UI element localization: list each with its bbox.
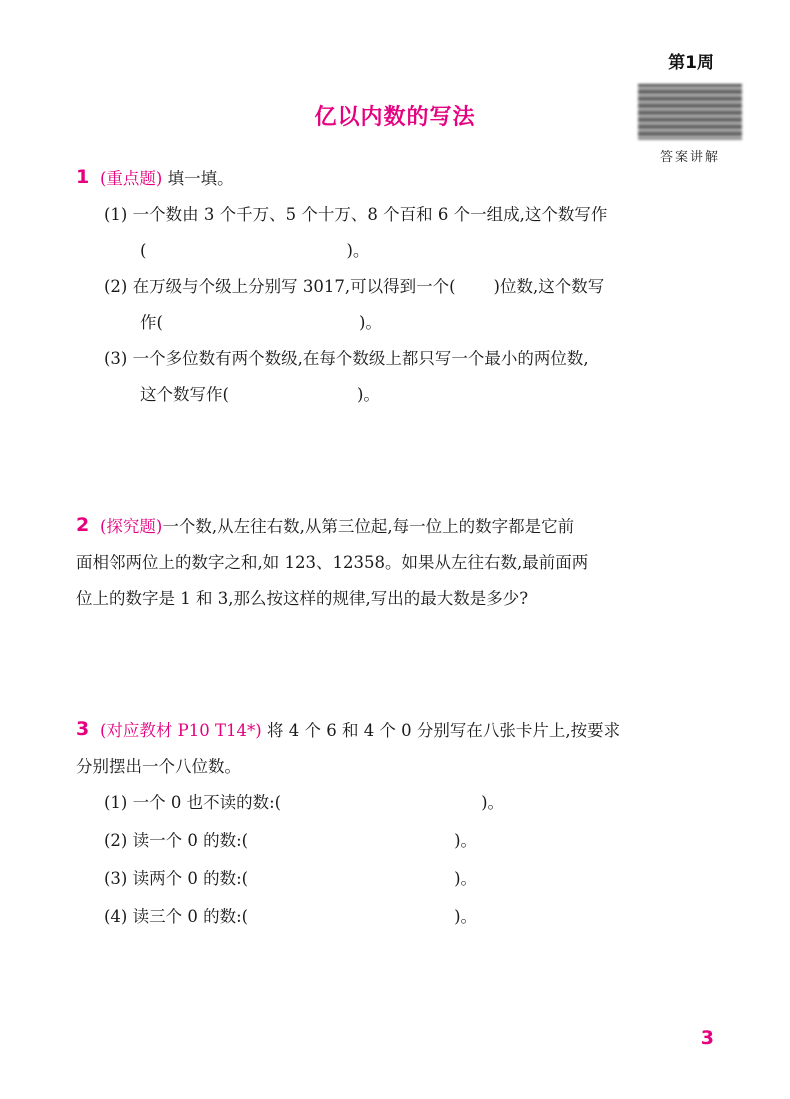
item-text: 一个多位数有两个数级,在每个数级上都只写一个最小的两位数, bbox=[132, 349, 589, 368]
question-1-number: 1 bbox=[76, 166, 90, 188]
question-3-line-1 bbox=[100, 720, 620, 742]
item-text: 读两个 0 的数:( bbox=[132, 869, 249, 888]
question-2-line-2: 面相邻两位上的数字之和,如 123、12358。如果从左往右数,最前面两 bbox=[76, 553, 589, 572]
question-2-number: 2 bbox=[76, 514, 90, 536]
item-label: (1) bbox=[104, 793, 128, 812]
question-3-tag: (对应教材 P10 T14*) bbox=[100, 721, 262, 740]
item-text: 一个 0 也不读的数:( bbox=[132, 793, 282, 812]
question-1-item-1-line-1 bbox=[104, 204, 607, 226]
question-2-tag: (探究题) bbox=[100, 517, 163, 536]
paren-close: )。 bbox=[454, 869, 478, 888]
question-3-item-3 bbox=[104, 868, 477, 890]
paren-close: )。 bbox=[358, 313, 382, 332]
paren-close: )。 bbox=[346, 241, 370, 260]
paren-close: )。 bbox=[356, 385, 380, 404]
question-1-header bbox=[100, 168, 234, 190]
question-2-line-3: 位上的数字是 1 和 3,那么按这样的规律,写出的最大数是多少? bbox=[76, 589, 529, 608]
item-text: 读一个 0 的数:( bbox=[132, 831, 249, 850]
item-text-b: )位数,这个数写 bbox=[493, 277, 605, 296]
question-1-item-1-line-2 bbox=[140, 240, 369, 262]
question-3-item-1 bbox=[104, 792, 504, 814]
item-label: (2) bbox=[104, 277, 128, 296]
question-3-line-2: 分别摆出一个八位数。 bbox=[76, 757, 241, 776]
paren-close: )。 bbox=[454, 831, 478, 850]
question-1-item-2-line-1 bbox=[104, 276, 604, 298]
item-label: (3) bbox=[104, 349, 128, 368]
question-3-item-2 bbox=[104, 830, 477, 852]
week-label: 第1周 bbox=[668, 53, 714, 73]
question-2-text: 一个数,从左往右数,从第三位起,每一位上的数字都是它前 bbox=[162, 517, 575, 536]
paren-close: )。 bbox=[454, 907, 478, 926]
item-label: (4) bbox=[104, 907, 128, 926]
question-1-item-2-line-2 bbox=[140, 312, 382, 334]
question-3-number: 3 bbox=[76, 718, 90, 740]
item-label: (3) bbox=[104, 869, 128, 888]
item-label: (1) bbox=[104, 205, 128, 224]
question-1-prompt: 填一填。 bbox=[167, 169, 234, 188]
page-number: 3 bbox=[700, 1027, 714, 1049]
item-text-a: 在万级与个级上分别写 3017,可以得到一个( bbox=[132, 277, 456, 296]
item-text: 一个数由 3 个千万、5 个十万、8 个百和 6 个一组成,这个数写作 bbox=[132, 205, 608, 224]
question-1-item-3-line-2 bbox=[140, 384, 380, 406]
paren-close: )。 bbox=[481, 793, 505, 812]
question-1-item-3-line-1 bbox=[104, 348, 589, 370]
qr-code-label: 答案讲解 bbox=[659, 150, 720, 165]
paren-open: 这个数写作( bbox=[140, 385, 229, 404]
question-2-line-1 bbox=[100, 516, 574, 538]
item-text: 读三个 0 的数:( bbox=[132, 907, 249, 926]
question-3-text: 将 4 个 6 和 4 个 0 分别写在八张卡片上,按要求 bbox=[266, 721, 621, 740]
page-title: 亿以内数的写法 bbox=[314, 105, 476, 130]
qr-code-image[interactable] bbox=[638, 84, 742, 140]
paren-open: 作( bbox=[140, 313, 163, 332]
question-3-item-4 bbox=[104, 906, 477, 928]
item-label: (2) bbox=[104, 831, 128, 850]
paren-open: ( bbox=[140, 241, 147, 260]
question-1-tag: (重点题) bbox=[100, 169, 163, 188]
